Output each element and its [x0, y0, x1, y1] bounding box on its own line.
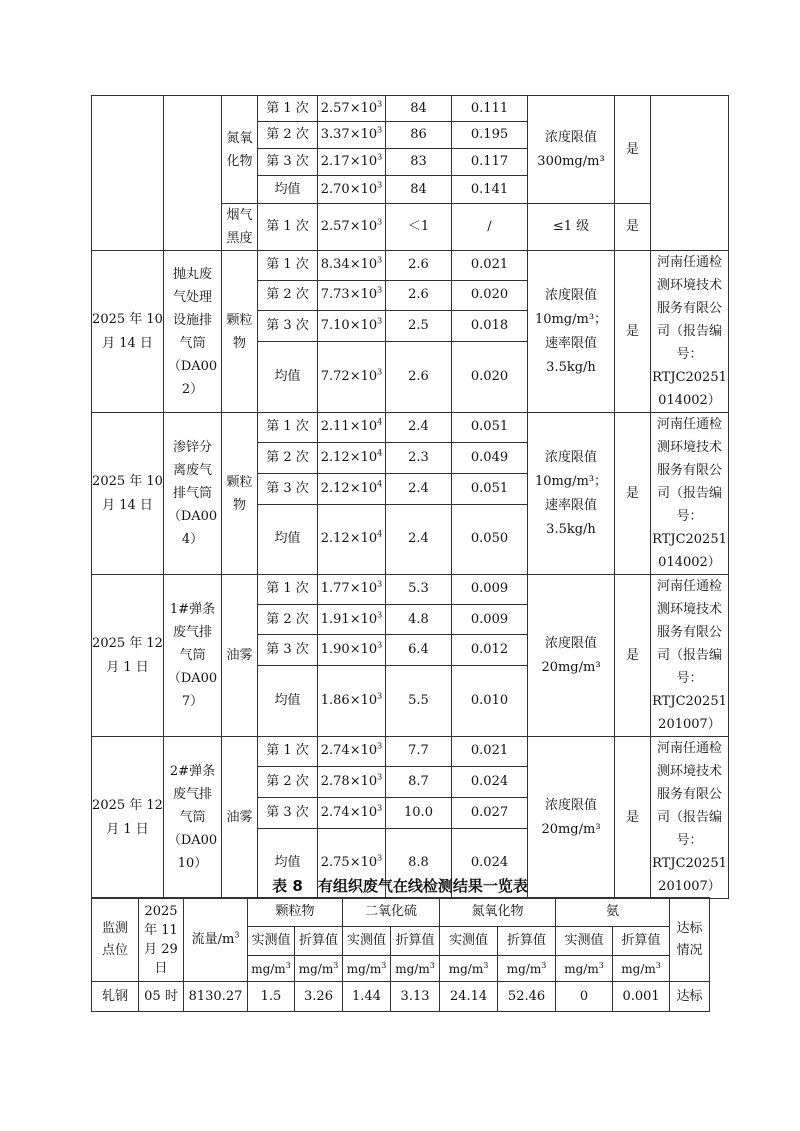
sample-label: 第 3 次	[258, 473, 318, 504]
compliance-flag: 是	[615, 737, 651, 899]
concentration-value: 2.6	[386, 341, 452, 412]
rate-value: 0.141	[452, 176, 528, 204]
concentration-value: 84	[386, 176, 452, 204]
monitoring-date: 2025 年 12 月 1 日	[92, 575, 164, 737]
table-row	[92, 737, 729, 767]
row-point: 轧钢	[92, 982, 139, 1012]
pollutant-name: 油雾	[222, 575, 258, 737]
concentration-value: 5.3	[386, 575, 452, 605]
sample-label: 均值	[258, 666, 318, 737]
rate-value: 0.012	[452, 635, 528, 666]
flow-value	[318, 575, 386, 605]
flow-mantissa: 7.73×10	[320, 287, 378, 303]
sample-label: 第 1 次	[258, 204, 318, 251]
concentration-value: 2.4	[386, 413, 452, 443]
table-row	[92, 575, 729, 605]
pollutant-name: 烟气 黑度	[222, 204, 258, 251]
rate-value: 0.049	[452, 442, 528, 473]
flow-exponent: 3	[377, 125, 383, 135]
concentration-value: 2.3	[386, 442, 452, 473]
limit-value: ≤1 级	[528, 204, 615, 251]
sample-label: 第 3 次	[258, 797, 318, 828]
concentration-value: 8.8	[386, 828, 452, 898]
flow-mantissa: 2.12×10	[320, 449, 378, 465]
row-value: 3.26	[295, 982, 343, 1012]
sample-label: 第 2 次	[258, 122, 318, 149]
flow-value	[318, 122, 386, 149]
rate-value: 0.027	[452, 797, 528, 828]
table-row	[92, 251, 729, 281]
pollutant-name: 油雾	[222, 737, 258, 899]
table-row	[92, 982, 710, 1012]
header-unit: $mg/m^3$	[440, 956, 498, 982]
flow-mantissa: 8.34×10	[320, 257, 378, 273]
concentration-value: 5.5	[386, 666, 452, 737]
concentration-value: 4.8	[386, 604, 452, 635]
testing-agency: 河南任通检 测环境技术 服务有限公 司（报告编 号： RTJC20251 014002）	[651, 413, 729, 575]
compliance-flag: 是	[615, 251, 651, 413]
flow-value	[318, 504, 386, 574]
flow-value	[318, 176, 386, 204]
rate-value: /	[452, 204, 528, 251]
flow-mantissa: 2.78×10	[320, 773, 378, 789]
flow-exponent: 3	[377, 610, 383, 620]
rate-value: 0.021	[452, 251, 528, 281]
flow-exponent: 4	[377, 479, 383, 489]
flow-mantissa: 1.86×10	[320, 693, 378, 709]
emission-source: 1#弹条 废气排 气筒 （DA00 7）	[164, 575, 222, 737]
flow-exponent: 3	[377, 256, 383, 266]
flow-exponent: 3	[377, 285, 383, 295]
flow-exponent: 3	[377, 854, 383, 864]
limit-value: 浓度限值 10mg/m³； 速率限值 3.5kg/h	[528, 413, 615, 575]
flow-exponent: 4	[377, 530, 383, 540]
testing-agency	[651, 96, 729, 251]
flow-value	[318, 666, 386, 737]
rate-value: 0.020	[452, 280, 528, 310]
flow-value	[318, 766, 386, 797]
flow-exponent: 3	[377, 180, 383, 190]
flow-value	[318, 251, 386, 281]
header-unit: $mg/m^3$	[295, 956, 343, 982]
header-measured: 实测值	[248, 927, 295, 956]
header-measured: 实测值	[440, 927, 498, 956]
limit-value: 浓度限值 300mg/m³	[528, 96, 615, 204]
sample-label: 第 3 次	[258, 310, 318, 341]
concentration-value: 86	[386, 122, 452, 149]
header-converted: 折算值	[391, 927, 440, 956]
rate-value: 0.024	[452, 828, 528, 898]
sample-label: 第 1 次	[258, 251, 318, 281]
rate-value: 0.195	[452, 122, 528, 149]
header-unit: $mg/m^3$	[343, 956, 391, 982]
flow-exponent: 3	[377, 580, 383, 589]
flow-value	[318, 149, 386, 176]
header-measured: 实测值	[343, 927, 391, 956]
flow-mantissa: 2.12×10	[320, 480, 378, 496]
flow-value	[318, 473, 386, 504]
row-value: 1.44	[343, 982, 391, 1012]
flow-exponent: 3	[377, 217, 383, 227]
testing-agency: 河南任通检 测环境技术 服务有限公 司（报告编 号： RTJC20251 201007）	[651, 737, 729, 899]
flow-exponent: 4	[377, 418, 383, 428]
flow-mantissa: 2.57×10	[320, 219, 378, 234]
rate-value: 0.117	[452, 149, 528, 176]
rate-value: 0.051	[452, 413, 528, 443]
header-flow: 流量$/m^3$	[184, 898, 248, 982]
header-unit: $mg/m^3$	[391, 956, 440, 982]
concentration-value: 84	[386, 96, 452, 122]
rate-value: 0.051	[452, 473, 528, 504]
flow-exponent: 3	[377, 99, 383, 109]
flow-value	[318, 797, 386, 828]
concentration-value: 2.6	[386, 280, 452, 310]
flow-value	[318, 737, 386, 767]
emission-source: 渗锌分 离废气 排气筒 （DA00 4）	[164, 413, 222, 575]
flow-value	[318, 310, 386, 341]
sample-label: 第 2 次	[258, 442, 318, 473]
header-group-ammonia: 氨	[556, 898, 670, 927]
flow-exponent: 3	[377, 641, 383, 651]
rate-value: 0.010	[452, 666, 528, 737]
testing-agency: 河南任通检 测环境技术 服务有限公 司（报告编 号： RTJC20251 201007）	[651, 575, 729, 737]
flow-mantissa: 1.90×10	[320, 642, 378, 658]
flow-mantissa: 2.74×10	[320, 804, 378, 820]
rate-value: 0.024	[452, 766, 528, 797]
flow-value	[318, 280, 386, 310]
compliance-flag: 是	[615, 204, 651, 251]
emission-results-table	[91, 95, 729, 899]
header-group-so2: 二氧化硫	[343, 898, 440, 927]
header-measured: 实测值	[556, 927, 613, 956]
emission-source: 2#弹条 废气排 气筒 （DA00 10）	[164, 737, 222, 899]
limit-value: 浓度限值 20mg/m³	[528, 737, 615, 899]
limit-value: 浓度限值 20mg/m³	[528, 575, 615, 737]
row-value: 1.5	[248, 982, 295, 1012]
sample-label: 均值	[258, 341, 318, 412]
row-value: 3.13	[391, 982, 440, 1012]
header-unit: $mg/m^3$	[556, 956, 613, 982]
concentration-value: 8.7	[386, 766, 452, 797]
flow-mantissa: 2.70×10	[320, 181, 378, 197]
compliance-flag: 是	[615, 96, 651, 204]
concentration-value: 2.4	[386, 473, 452, 504]
row-flow: 8130.27	[184, 982, 248, 1012]
flow-mantissa: 1.91×10	[320, 611, 378, 627]
flow-value	[318, 604, 386, 635]
flow-value	[318, 204, 386, 251]
row-value: 0	[556, 982, 613, 1012]
sample-label: 第 3 次	[258, 635, 318, 666]
pollutant-name: 氮氧 化物	[222, 96, 258, 204]
flow-value	[318, 635, 386, 666]
rate-value: 0.009	[452, 604, 528, 635]
flow-mantissa: 7.10×10	[320, 317, 378, 333]
rate-value: 0.111	[452, 96, 528, 122]
concentration-value: 10.0	[386, 797, 452, 828]
rate-value: 0.018	[452, 310, 528, 341]
table-8-caption: 表 8 有组织废气在线检测结果一览表	[272, 877, 528, 895]
table-row	[92, 96, 729, 122]
header-group-particulate: 颗粒物	[248, 898, 343, 927]
flow-value	[318, 341, 386, 412]
flow-value	[318, 96, 386, 122]
concentration-value: 2.6	[386, 251, 452, 281]
concentration-value: 6.4	[386, 635, 452, 666]
monitoring-date: 2025 年 10 月 14 日	[92, 251, 164, 413]
sample-label: 第 2 次	[258, 766, 318, 797]
header-group-nox: 氮氧化物	[440, 898, 556, 927]
flow-exponent: 3	[377, 152, 383, 162]
pollutant-name: 颗粒 物	[222, 251, 258, 413]
flow-exponent: 3	[377, 691, 383, 701]
flow-exponent: 3	[377, 772, 383, 782]
flow-mantissa: 2.12×10	[320, 531, 378, 547]
emission-source	[164, 96, 222, 251]
pollutant-name: 颗粒 物	[222, 413, 258, 575]
header-converted: 折算值	[498, 927, 556, 956]
monitoring-date	[92, 96, 164, 251]
header-converted: 折算值	[613, 927, 670, 956]
concentration-value: 7.7	[386, 737, 452, 767]
compliance-flag: 是	[615, 413, 651, 575]
rate-value: 0.020	[452, 341, 528, 412]
rate-value: 0.021	[452, 737, 528, 767]
concentration-value: 2.4	[386, 504, 452, 574]
concentration-value: 2.5	[386, 310, 452, 341]
flow-exponent: 3	[377, 742, 383, 752]
row-status: 达标	[670, 982, 710, 1012]
header-unit: $mg/m^3$	[498, 956, 556, 982]
flow-mantissa: 7.72×10	[320, 368, 378, 384]
monitoring-date: 2025 年 10 月 14 日	[92, 413, 164, 575]
flow-value	[318, 442, 386, 473]
header-unit: $mg/m^3$	[613, 956, 670, 982]
sample-label: 第 2 次	[258, 280, 318, 310]
flow-value	[318, 413, 386, 443]
flow-mantissa: 2.57×10	[320, 100, 378, 116]
flow-mantissa: 2.74×10	[320, 743, 378, 759]
sample-label: 第 1 次	[258, 737, 318, 767]
sample-label: 第 1 次	[258, 575, 318, 605]
row-time: 05 时	[139, 982, 184, 1012]
concentration-value: 83	[386, 149, 452, 176]
flow-exponent: 3	[377, 367, 383, 377]
sample-label: 第 1 次	[258, 96, 318, 122]
table-row	[92, 413, 729, 443]
flow-mantissa: 2.17×10	[320, 154, 378, 169]
online-monitoring-table	[91, 897, 710, 1012]
row-value: 24.14	[440, 982, 498, 1012]
flow-mantissa: 2.75×10	[320, 855, 378, 871]
sample-label: 均值	[258, 504, 318, 574]
header-date: 2025 年 11 月 29 日	[139, 898, 184, 982]
sample-label: 均值	[258, 176, 318, 204]
flow-mantissa: 3.37×10	[320, 127, 378, 142]
sample-label: 第 3 次	[258, 149, 318, 176]
flow-mantissa: 1.77×10	[320, 581, 378, 597]
header-monitoring-point: 监测 点位	[92, 898, 139, 982]
sample-label: 均值	[258, 828, 318, 898]
limit-value: 浓度限值 10mg/m³； 速率限值 3.5kg/h	[528, 251, 615, 413]
rate-value: 0.009	[452, 575, 528, 605]
row-value: 0.001	[613, 982, 670, 1012]
emission-source: 抛丸废 气处理 设施排 气筒 （DA00 2）	[164, 251, 222, 413]
row-value: 52.46	[498, 982, 556, 1012]
sample-label: 第 1 次	[258, 413, 318, 443]
monitoring-date: 2025 年 12 月 1 日	[92, 737, 164, 899]
concentration-value: ＜1	[386, 204, 452, 251]
header-status: 达标 情况	[670, 898, 710, 982]
sample-label: 第 2 次	[258, 604, 318, 635]
header-unit: $mg/m^3$	[248, 956, 295, 982]
testing-agency: 河南任通检 测环境技术 服务有限公 司（报告编 号： RTJC20251 014002）	[651, 251, 729, 413]
rate-value: 0.050	[452, 504, 528, 574]
flow-mantissa: 2.11×10	[320, 419, 378, 435]
compliance-flag: 是	[615, 575, 651, 737]
flow-exponent: 3	[377, 803, 383, 813]
flow-exponent: 3	[377, 316, 383, 326]
flow-exponent: 4	[377, 448, 383, 458]
header-converted: 折算值	[295, 927, 343, 956]
